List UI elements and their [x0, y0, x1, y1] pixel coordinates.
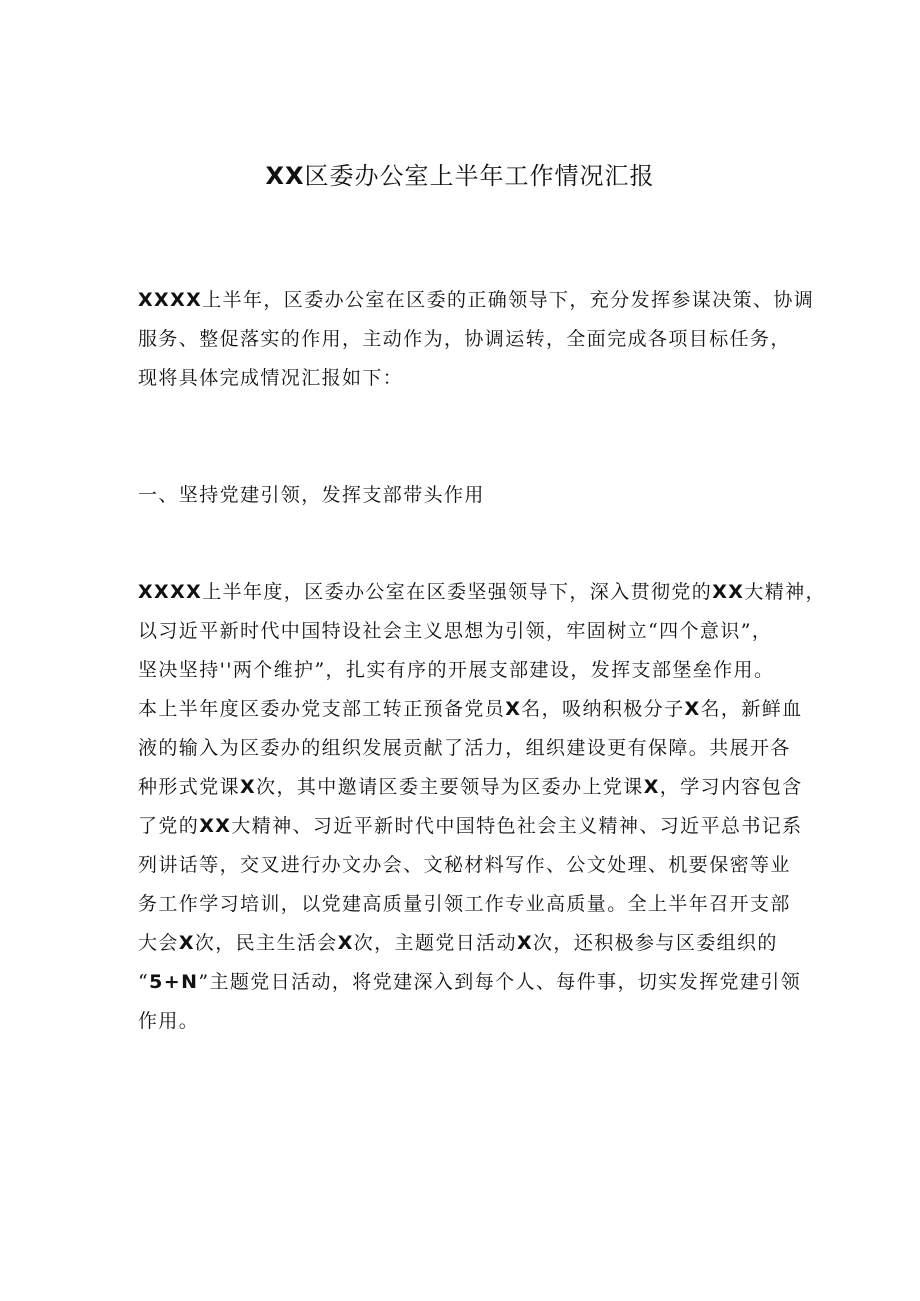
intro-line: XXXX上半年，区委办公室在区委的正确领导下，充分发挥参谋决策、协调: [138, 289, 815, 311]
body-line: 了党的XX大精神、习近平新时代中国特色社会主义精神、习近平总书记系: [138, 815, 803, 837]
intro-paragraph: [138, 281, 815, 398]
body-line: “5+N”主题党日活动，将党建深入到每个人、每件事，切实发挥党建引领: [138, 971, 802, 993]
body-line: 务工作学习培训，以党建高质量引领工作专业高质量。全上半年召开支部: [138, 893, 791, 915]
body-line: 列讲话等，交叉进行办文办会、文秘材料写作、公文处理、机要保密等业: [138, 854, 791, 876]
body-line: 种形式党课X次，其中邀请区委主要领导为区委办上党课X，学习内容包含: [138, 776, 803, 798]
title-prefix: XX: [265, 162, 305, 190]
title-text: 区委办公室上半年工作情况汇报: [304, 162, 655, 190]
body-line: XXXX上半年度，区委办公室在区委坚强领导下，深入贯彻党的XX大精神，: [138, 581, 826, 603]
intro-line: 现将具体完成情况汇报如下：: [138, 367, 404, 389]
body-line: 液的输入为区委办的组织发展贡献了活力，组织建设更有保障。共展开各: [138, 737, 791, 759]
section-heading-text: 一、坚持党建引领，发挥支部带头作用: [138, 484, 485, 506]
intro-line: 服务、整促落实的作用，主动作为，协调运转，全面完成各项目标任务，: [138, 328, 791, 350]
document-title: [0, 158, 920, 194]
body-line: 大会X次，民主生活会X次，主题党日活动X次，还积极参与区委组织的: [138, 932, 778, 954]
body-line: 本上半年度区委办党支部工转正预备党员X名，吸纳积极分子X名，新鲜血: [138, 698, 803, 720]
section-heading: [138, 476, 788, 515]
section-body-paragraph: [138, 573, 826, 1041]
body-line: 作用。: [138, 1010, 200, 1032]
body-line: 以习近平新时代中国特设社会主义思想为引领，牢固树立“四个意识”，: [138, 620, 773, 642]
body-line: 坚决坚持''两个维护”，扎实有序的开展支部建设，发挥支部堡垒作用。: [138, 659, 775, 681]
